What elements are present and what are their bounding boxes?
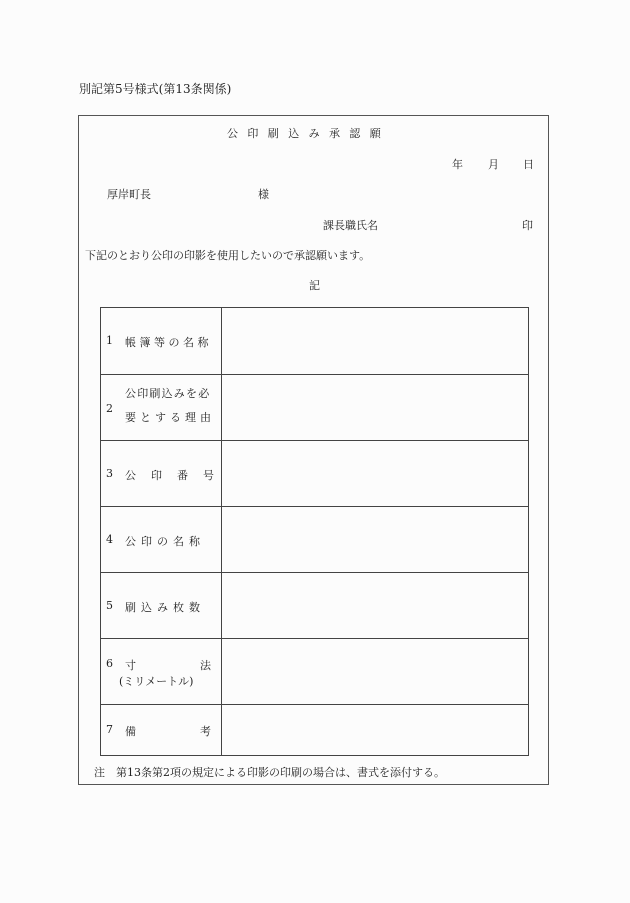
form-title: 公印刷込み承認願 [227,127,391,140]
addressee: 厚岸町長 [107,188,151,201]
row-number: 2 [106,402,113,415]
row-label-cell [101,639,275,704]
row-label-cell [101,375,222,440]
table-row [101,639,528,705]
row-label-cell [101,441,229,506]
row-label-cell [101,705,275,755]
row-sublabel: (ミリメートル) [119,675,194,688]
table-row [101,308,528,375]
table-row [101,573,528,639]
row-label-line1: 公印刷込みを必 [125,387,211,400]
row-label: 帳簿等の名称 [125,336,212,349]
table-row [101,375,528,441]
row-value-cell[interactable] [222,308,528,374]
table-row [101,705,528,755]
row-number: 7 [106,723,113,736]
row-number: 3 [106,467,113,480]
date-month-label: 月 [488,158,499,171]
row-value-cell[interactable] [222,441,528,506]
details-table [100,307,529,756]
row-label: 公印番号 [125,469,229,482]
row-label: 公印の名称 [125,535,205,548]
request-body-text: 下記のとおり公印の印影を使用したいので承認願います。 [85,249,371,262]
row-number: 4 [106,533,113,546]
row-label: 刷込み枚数 [125,601,205,614]
row-label: 寸法 [125,659,275,672]
honorific: 様 [258,188,269,201]
row-label-cell [101,507,222,572]
row-value-cell[interactable] [222,507,528,572]
row-value-cell[interactable] [222,375,528,440]
row-number: 1 [106,334,113,347]
footnote: 注 第13条第2項の規定による印影の印刷の場合は、書式を添付する。 [94,766,445,779]
applicant-title-name: 課長職氏名 [323,219,378,232]
row-label-cell [101,573,222,638]
row-label-line2: 要とする理由 [125,411,215,424]
date-day-label: 日 [523,158,534,171]
row-value-cell[interactable] [222,573,528,638]
row-label-cell [101,308,222,374]
row-number: 5 [106,599,113,612]
row-number: 6 [106,657,113,670]
row-label: 備考 [125,725,275,738]
date-year-label: 年 [452,158,463,171]
row-value-cell[interactable] [222,639,528,704]
table-row [101,507,528,573]
table-row [101,441,528,507]
ki-heading: 記 [309,279,320,292]
seal-mark: 印 [522,219,533,232]
form-number-header: 別記第5号様式(第13条関係) [79,82,232,96]
row-value-cell[interactable] [222,705,528,755]
